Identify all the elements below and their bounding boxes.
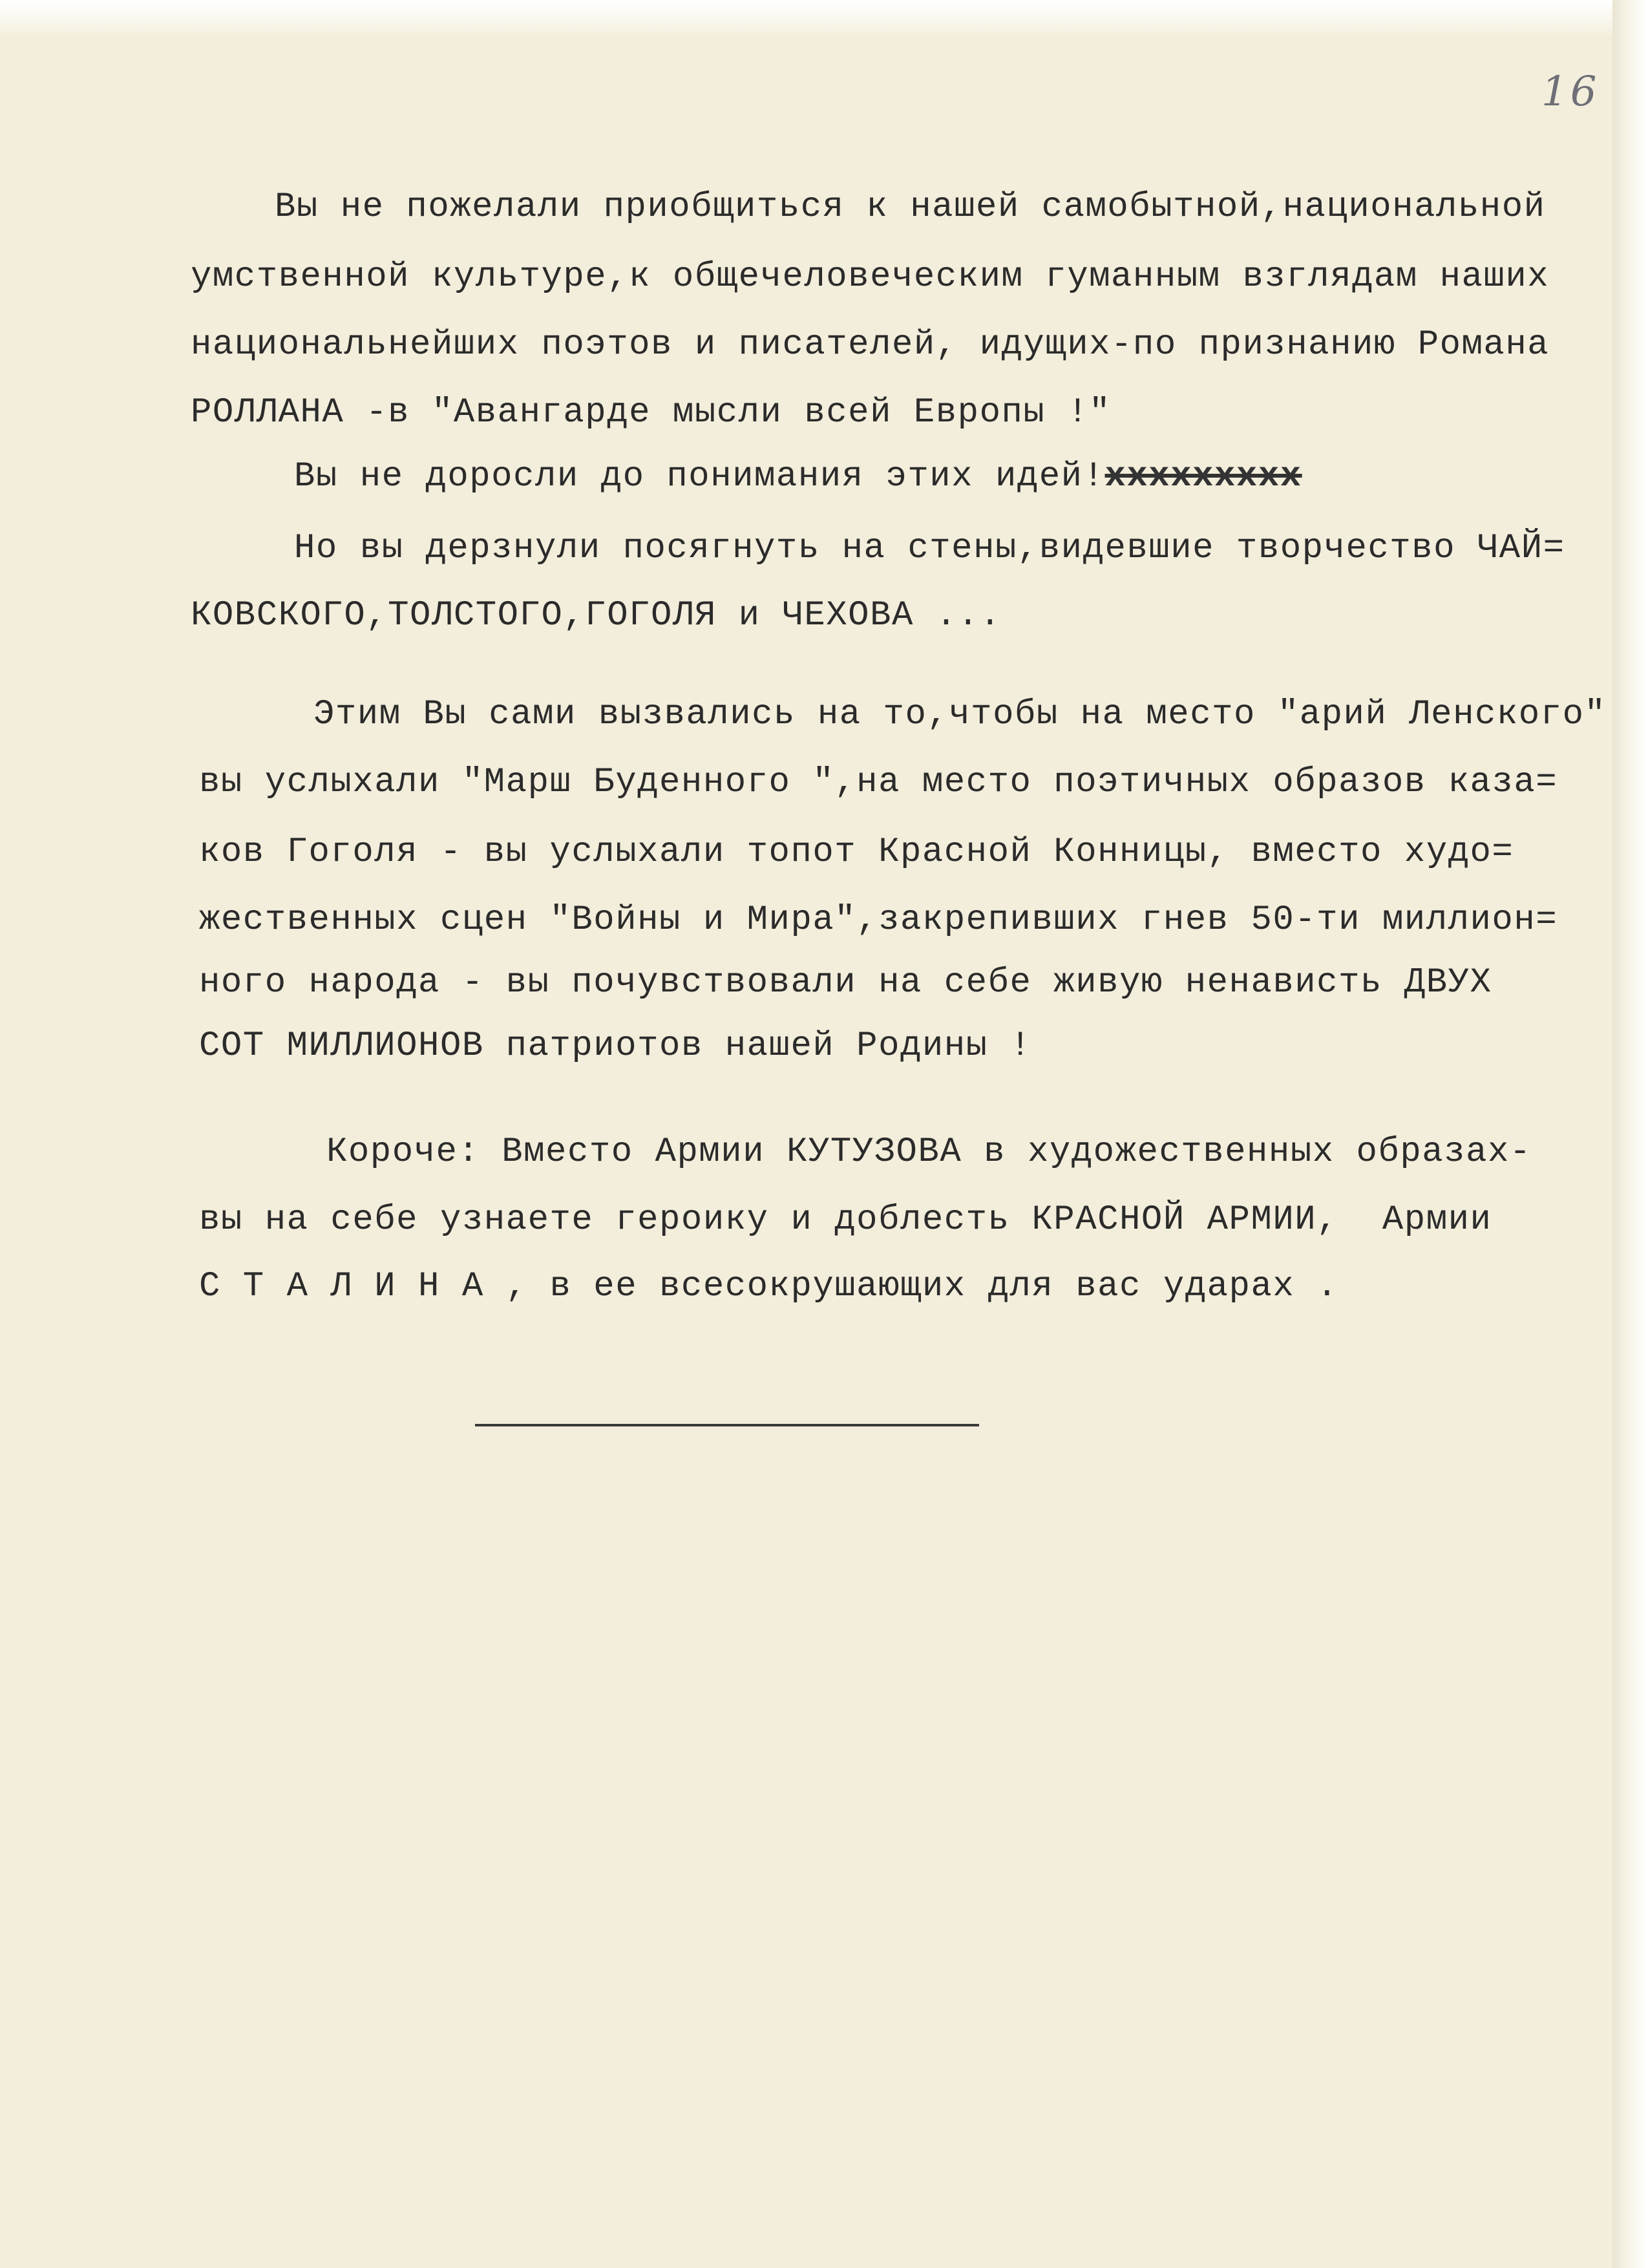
text-line-1: Вы не пожелали приобщиться к нашей самобытной,национальной: [275, 187, 1546, 227]
text-line-10: ков Гоголя - вы услыхали топот Красной Конницы, вместо худо=: [199, 832, 1514, 872]
text-line-12: ного народа - вы почувствовали на себе живую ненависть ДВУХ: [199, 963, 1492, 1002]
closing-rule: [475, 1424, 979, 1426]
page-top-edge: [0, 0, 1648, 36]
text-line-8: Этим Вы сами вызвались на то,чтобы на место "арий Ленского": [313, 695, 1607, 734]
text-line-5-content: Вы не доросли до понимания этих идей!: [294, 457, 1105, 496]
page-number: 16: [1541, 68, 1600, 116]
page-right-edge: [1612, 0, 1648, 2268]
struck-out-text: ххххххххх: [1104, 457, 1302, 496]
text-line-3: национальнейших поэтов и писателей, идущих-по признанию Романа: [191, 325, 1550, 365]
text-line-5: [294, 457, 1302, 496]
text-line-15: вы на себе узнаете героику и доблесть КРАСНОЙ АРМИИ, Армии: [199, 1200, 1492, 1240]
text-line-6: Но вы дерзнули посягнуть на стены,видевшие творчество ЧАЙ=: [294, 529, 1565, 568]
text-line-13: СОТ МИЛЛИОНОВ патриотов нашей Родины !: [199, 1026, 1032, 1066]
text-line-14: Короче: Вместо Армии КУТУЗОВА в художественных образах-: [326, 1132, 1532, 1172]
text-line-9: вы услыхали "Марш Буденного ",на место поэтичных образов каза=: [199, 763, 1558, 802]
text-line-11: жественных сцен "Войны и Мира",закрепивших гнев 50-ти миллион=: [199, 900, 1558, 940]
text-line-7: КОВСКОГО,ТОЛСТОГО,ГОГОЛЯ и ЧЕХОВА ...: [191, 596, 1002, 635]
text-line-16: С Т А Л И Н А , в ее всесокрушающих для вас ударах .: [199, 1267, 1339, 1306]
text-line-2: умственной культуре,к общечеловеческим гуманным взглядам наших: [191, 257, 1550, 297]
text-line-4: РОЛЛАНА -в "Авангарде мысли всей Европы !": [191, 393, 1112, 432]
